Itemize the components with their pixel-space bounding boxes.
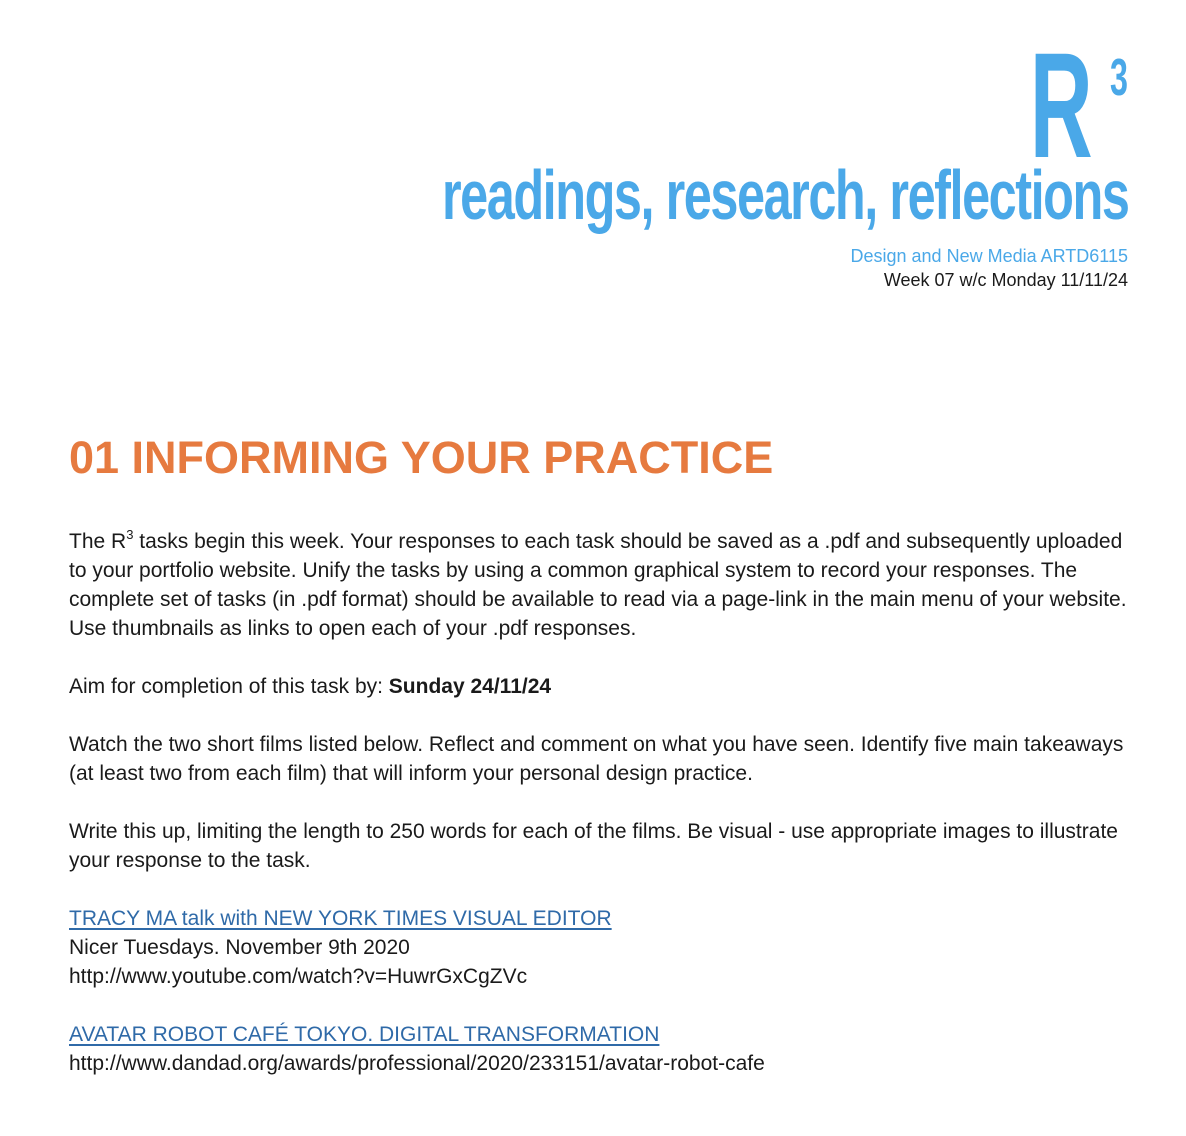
film-entry <box>69 904 1129 991</box>
intro-part1: The R <box>69 530 127 553</box>
deadline-paragraph <box>69 672 1129 701</box>
logo <box>988 21 1128 189</box>
section-title: 01 INFORMING YOUR PRACTICE <box>69 432 774 483</box>
film-details: Nicer Tuesdays. November 9th 2020 <box>69 936 410 959</box>
week-date: Week 07 w/c Monday 11/11/24 <box>883 270 1128 290</box>
course-name: Design and New Media ARTD6115 <box>850 246 1128 266</box>
instruction-watch: Watch the two short films listed below. Reflect and comment on what you have seen. Identify five main takeaways (at least two from each film) that will inform your personal design practice. <box>69 733 1124 785</box>
tagline: readings, research, reflections <box>441 156 1128 234</box>
film-entry <box>69 1020 1129 1078</box>
intro-part2: tasks begin this week. Your responses to each task should be saved as a .pdf and subsequently uploaded to your portfolio website. Unify the tasks by using a common graphical system to record your responses. The complete set of tasks (in .pdf format) should be available to read via a page-link in the main menu of your website. Use thumbnails as links to open each of your .pdf responses. <box>69 530 1127 640</box>
film-link-avatar-robot-cafe[interactable]: AVATAR ROBOT CAFÉ TOKYO. DIGITAL TRANSFORMATION <box>69 1023 660 1046</box>
film-url: http://www.dandad.org/awards/professional/2020/233151/avatar-robot-cafe <box>69 1052 765 1075</box>
logo-superscript: 3 <box>1110 49 1128 107</box>
film-link-tracy-ma[interactable]: TRACY MA talk with NEW YORK TIMES VISUAL EDITOR <box>69 907 612 930</box>
course-info <box>851 244 1129 292</box>
task-content <box>69 527 1129 1107</box>
logo-letter: R <box>1029 21 1090 189</box>
film-url: http://www.youtube.com/watch?v=HuwrGxCgZVc <box>69 965 528 988</box>
deadline-label: Aim for completion of this task by: <box>69 675 389 698</box>
instruction-write: Write this up, limiting the length to 250 words for each of the films. Be visual - use appropriate images to illustrate your response to the task. <box>69 820 1118 872</box>
deadline-date: Sunday 24/11/24 <box>388 675 552 698</box>
intro-paragraph <box>69 527 1129 643</box>
intro-superscript: 3 <box>126 527 134 542</box>
